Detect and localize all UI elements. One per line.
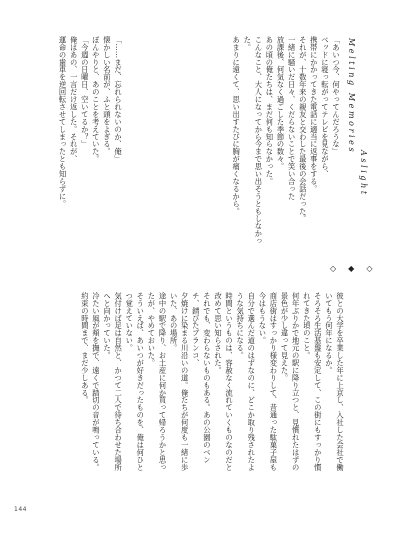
body-text-lower: 彼との大学を卒業した年に上京し、入社した会社で働いてもう何年になるか。 そろそろ生活基盤も安定して、この街にもすっかり慣れてきた頃のこと。 何年ぶりかで地元の駅に降り立つと、見慣れたはずの景色が少し違って見えた。 商店街はすっかり様変わりして、昔通った駄菓子屋も今はもうない。 自分で選んだ道のはずなのに、どこか取り残されたような気持ちになる。 時間というものは、容赦なく流れていくものなのだと改めて思い知らされた。 それでも、変わらないものもある。あの公園のベンチ、錆びたブランコ、 夕焼けに染まる川沿いの道。俺たちが何度も一緒に歩いた、あの場所。 途中の駅で降り、お土産に何か買って帰ろうかと思ったが、やめておいた。 そういえば、あいつが好きだったものを、俺は何ひとつ覚えていない。 気付けば足は自然と、かつて二人で待ち合わせた場所へと向かっていた。 冷たい風が頬を撫で、遠くで踏切の音が鳴っている。 約束の時間まで、まだ少しある。	[80, 292, 345, 471]
author-name: Aslight	[359, 150, 368, 197]
divider-open-diamond-icon: ◇	[366, 264, 385, 273]
section-divider	[330, 262, 384, 276]
divider-filled-diamond-icon: ◆	[348, 264, 367, 273]
page-number: 144	[14, 506, 27, 513]
body-text-upper-right: 「あいつ今、何やってんだろうな」 ベッドに寝っ転がってテレビを見ながら、 携帯にかかってきた電話に適当に返事をする。 それが、十数年来の親友と交わした最後の会話だった。 一緒に騒いだ日々、くだらないことで笑い合った 放課後、何気なく過ごした季節の数々。 あの頃の俺たちは、まだ何も知らなかった。 こんなこと、大人になってから今まで思い出そうともしなかった。 あまりに遠くて、思い出すたびに胸が痛くなるから。	[232, 36, 341, 245]
body-text-upper-left: 「……まだ、忘れられないのか、俺」 懐かしい名前が、ふと頭をよぎる。 ぼんやりと、あのことを考えていた。 「今週の日曜日、空いてるか？」 俺はあの、一言だけ返した。それが、 運命の歯車を逆回転させてしまったとも知らずに。	[58, 36, 123, 208]
story-title: Melting Memories	[347, 38, 356, 155]
divider-open-diamond-icon: ◇	[330, 264, 349, 273]
